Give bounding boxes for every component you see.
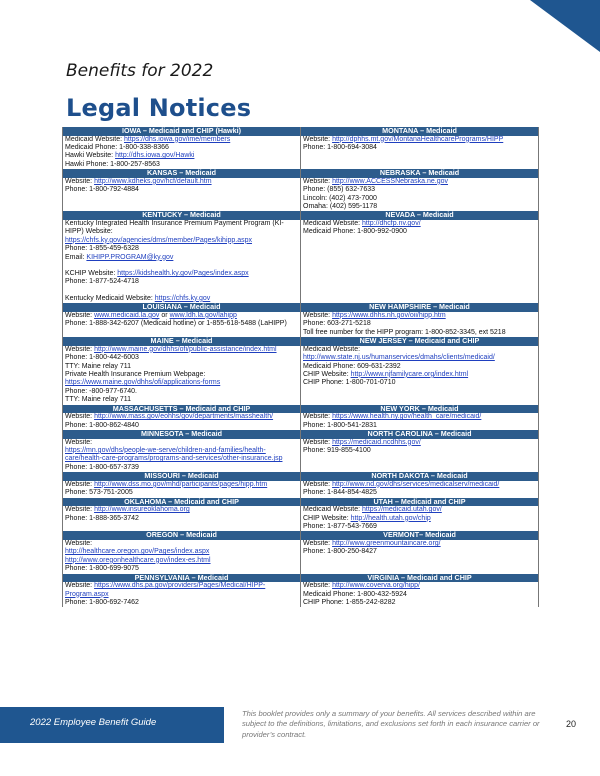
contact-text: Lincoln: (402) 473-7000 (303, 194, 377, 202)
contact-text: CHIP Phone: 1-855-242-8282 (303, 599, 396, 606)
contact-line (65, 312, 298, 320)
state-contact-cell (301, 312, 539, 337)
state-heading-row (63, 498, 539, 507)
contact-text: Phone: 1-800-442-6003 (65, 354, 139, 362)
contact-link[interactable]: http://healthcare.oregon.gov/Pages/index.aspx (65, 548, 210, 556)
contact-link[interactable]: https://mn.gov/dhs/people-we-serve/children-and-families/health-care/health-care-programs/programs-and-services/other-insurance.jsp (65, 446, 283, 463)
contact-link[interactable]: http://dhcfp.nv.gov/ (362, 220, 421, 228)
contact-text: Phone: 1-800-250-8427 (303, 548, 377, 556)
contact-line (303, 329, 536, 337)
state-heading: NORTH CAROLINA – Medicaid (301, 430, 539, 439)
contact-link[interactable]: KIHIPP.PROGRAM@ky.gov (86, 253, 174, 261)
state-heading: KENTUCKY – Medicaid (63, 211, 301, 220)
contact-link[interactable]: http://www.dss.mo.gov/mhd/participants/pages/hipp.htm (94, 480, 268, 488)
contact-line (65, 540, 298, 548)
contact-link[interactable]: http://www.greenmountaincare.org/ (332, 539, 441, 547)
contact-link[interactable]: http://www.oregonhealthcare.gov/index-es.html (65, 556, 211, 564)
state-contact-cell (301, 540, 539, 574)
contact-line (65, 295, 298, 303)
state-contact-cell (301, 136, 539, 170)
contact-text: Phone: 603-271-5218 (303, 320, 371, 328)
contact-line (303, 582, 536, 590)
contact-link[interactable]: http://health.utah.gov/chip (350, 514, 431, 522)
contact-link[interactable]: https://www.maine.gov/dhhs/ofi/applications-forms (65, 379, 221, 387)
contact-link[interactable]: http://www.ACCESSNebraska.ne.gov (332, 177, 449, 185)
contact-link[interactable]: https://chfs.ky.gov (154, 294, 211, 302)
state-contact-row (63, 346, 539, 405)
state-heading: NORTH DAKOTA – Medicaid (301, 472, 539, 481)
state-heading: NEVADA – Medicaid (301, 211, 539, 220)
contact-line (65, 464, 298, 472)
contact-text: Phone: 1-800-657-3739 (65, 463, 139, 471)
contact-text: Medicaid Website: (303, 345, 361, 353)
contact-text: Toll free number for the HIPP program: 1-800-852-3345, ext 5218 (303, 328, 506, 336)
contact-text: Medicaid Phone: 609-631-2392 (303, 362, 401, 370)
contact-line (65, 144, 298, 152)
contact-line (303, 144, 536, 152)
contact-link[interactable]: https://www.health.ny.gov/health_care/medicaid/ (332, 413, 482, 421)
state-heading: OREGON – Medicaid (63, 531, 301, 540)
state-contact-cell (63, 481, 301, 498)
state-contact-row (63, 220, 539, 303)
contact-line (303, 312, 536, 320)
contact-link[interactable]: http://www.maine.gov/dhhs/ofi/public-assistance/index.html (94, 345, 277, 353)
page-subtitle: Benefits for 2022 (66, 61, 214, 81)
corner-accent (510, 0, 600, 52)
contact-line (303, 422, 536, 430)
contact-line (303, 523, 536, 531)
state-contact-cell (63, 136, 301, 170)
contact-line (65, 320, 298, 328)
contact-label: Kentucky Medicaid Website: (65, 294, 155, 302)
state-heading: MINNESOTA – Medicaid (63, 430, 301, 439)
contact-label: Medicaid Website: (65, 135, 125, 143)
contact-line (65, 270, 298, 278)
state-contact-cell (301, 481, 539, 498)
state-heading: PENNSYLVANIA – Medicaid (63, 574, 301, 583)
contact-text: Phone: 1-800-694-3084 (303, 144, 377, 151)
state-heading-row (63, 303, 539, 312)
contact-text: Hawki Phone: 1-800-257-8563 (65, 160, 160, 168)
contact-label: KCHIP Website: (65, 270, 118, 278)
state-contact-row (63, 481, 539, 498)
contact-label: Email: (65, 253, 87, 261)
state-heading-row (63, 211, 539, 220)
state-contact-cell (63, 346, 301, 405)
state-heading: LOUISIANA – Medicaid (63, 303, 301, 312)
contact-text: Phone: 1-844-854-4825 (303, 489, 377, 497)
contact-line (65, 354, 298, 362)
contact-line (303, 220, 536, 228)
contact-line (303, 481, 536, 489)
contact-line (303, 413, 536, 421)
contact-line (303, 178, 536, 186)
contact-label: Website: (303, 135, 333, 143)
state-contact-cell (63, 312, 301, 337)
contact-line (303, 320, 536, 328)
contact-label: Website: (303, 177, 333, 185)
contact-line (303, 515, 536, 523)
contact-label: Website: (65, 506, 95, 514)
footer-guide-title: 2022 Employee Benefit Guide (30, 717, 157, 728)
state-heading-row (63, 472, 539, 481)
contact-link[interactable]: http://www.insureoklahoma.org (94, 506, 190, 514)
contact-label: Website: (303, 438, 333, 446)
contact-label: Website: (65, 177, 95, 185)
contact-text: Phone: 1-800-862-4840 (65, 421, 139, 429)
contact-line (65, 254, 298, 262)
state-heading: IOWA – Medicaid and CHIP (Hawki) (63, 127, 301, 136)
contact-line (65, 379, 298, 387)
contact-text: Phone: 1-800-699-9075 (65, 565, 139, 573)
contact-label: Website: (303, 413, 333, 421)
contact-line (303, 354, 536, 362)
contact-link[interactable]: http://www.mass.gov/eohhs/gov/departments/masshealth/ (94, 413, 274, 421)
contact-line (65, 422, 298, 430)
state-contact-cell (63, 582, 301, 607)
footer-disclaimer: This booklet provides only a summary of your benefits. All services described within are subject to the definitions, limitations, and exclusions set forth in each insurance carrier or provider’s contract. (242, 709, 540, 739)
contact-label: Website: (65, 480, 95, 488)
contact-label: Hawki Website: (65, 152, 116, 160)
contact-label: Website: (303, 311, 333, 319)
contact-text: Kentucky Integrated Health Insurance Premium Payment Program (KI-HIPP) Website: (65, 220, 284, 236)
state-contact-row (63, 312, 539, 337)
legal-notices-table (62, 127, 539, 607)
state-heading: MISSOURI – Medicaid (63, 472, 301, 481)
state-contact-cell (63, 178, 301, 212)
state-heading: NEBRASKA – Medicaid (301, 169, 539, 178)
contact-text: Phone: 1-888-365-3742 (65, 514, 139, 522)
contact-line (65, 136, 298, 144)
contact-link[interactable]: https://dhs.iowa.gov/ime/members (124, 135, 231, 143)
state-contact-row (63, 136, 539, 170)
state-contact-cell (301, 346, 539, 405)
contact-line (65, 220, 298, 237)
state-contact-row (63, 413, 539, 430)
contact-label: Medicaid Website: (303, 220, 363, 228)
contact-line (303, 489, 536, 497)
contact-line (65, 186, 298, 194)
state-heading: MAINE – Medicaid (63, 337, 301, 346)
contact-link[interactable]: http://www.nd.gov/dhs/services/medicalserv/medicaid/ (332, 480, 500, 488)
state-heading-row (63, 337, 539, 346)
contact-text: Phone: 573-751-2005 (65, 489, 133, 497)
contact-line (65, 278, 298, 286)
contact-label: Website: (65, 345, 95, 353)
state-heading-row (63, 574, 539, 583)
contact-line (65, 178, 298, 186)
contact-text: TTY: Maine relay 711 (65, 396, 132, 404)
contact-link[interactable]: http://www.kdheks.gov/hcf/default.htm (94, 177, 212, 185)
contact-link[interactable]: https://kidshealth.ky.gov/Pages/index.aspx (117, 270, 249, 278)
contact-link[interactable]: http://dhs.iowa.gov/Hawki (115, 152, 195, 160)
contact-link[interactable]: https://www.dhhs.nh.gov/oii/hipp.htm (332, 311, 446, 319)
contact-line (65, 152, 298, 160)
contact-line (303, 439, 536, 447)
contact-line (65, 506, 298, 514)
state-heading: NEW JERSEY – Medicaid and CHIP (301, 337, 539, 346)
contact-text: Medicaid Phone: 1-800-432-5924 (303, 590, 407, 598)
contact-label: Website: (65, 311, 95, 319)
contact-line (65, 346, 298, 354)
contact-line (65, 515, 298, 523)
contact-line (65, 396, 298, 404)
contact-line (65, 363, 298, 371)
contact-line (65, 413, 298, 421)
state-heading-row (63, 531, 539, 540)
contact-text: Phone: 1-877-543-7669 (303, 522, 377, 530)
contact-link[interactable]: http://www.coverva.org/hipp/ (332, 582, 420, 590)
state-heading: UTAH – Medicaid and CHIP (301, 498, 539, 507)
contact-line (303, 186, 536, 194)
state-heading: MASSACHUSETTS – Medicaid and CHIP (63, 405, 301, 414)
contact-line (303, 599, 536, 607)
state-contact-row (63, 439, 539, 473)
contact-link[interactable]: https://medicaid.utah.gov/ (362, 506, 442, 514)
contact-label: Medicaid Website: (303, 506, 363, 514)
contact-line (303, 136, 536, 144)
state-heading-row (63, 127, 539, 136)
contact-link[interactable]: http://www.njfamilycare.org/index.html (350, 370, 469, 378)
state-contact-cell (301, 178, 539, 212)
contact-label: Website: (303, 582, 333, 590)
state-heading: NEW HAMPSHIRE – Medicaid (301, 303, 539, 312)
contact-line (303, 371, 536, 379)
state-contact-row (63, 582, 539, 607)
contact-text: Medicaid Phone: 1-800-338-8366 (65, 144, 169, 151)
contact-link[interactable]: https://www.dhs.pa.gov/providers/Pages/Medical/HIPP-Program.aspx (65, 582, 266, 598)
contact-line (65, 439, 298, 447)
state-contact-cell (63, 413, 301, 430)
state-contact-cell (63, 540, 301, 574)
contact-label: Website: (65, 582, 95, 590)
contact-line (65, 582, 298, 599)
contact-text: Medicaid Phone: 1-800-992-0900 (303, 228, 407, 236)
contact-text: Phone: 1-800-541-2831 (303, 421, 377, 429)
contact-text: Phone: 919-855-4100 (303, 446, 371, 454)
contact-text: Phone: -800-977-6740. (65, 387, 137, 395)
state-contact-row (63, 540, 539, 574)
contact-line (65, 548, 298, 556)
contact-line (303, 447, 536, 455)
contact-text: TTY: Maine relay 711 (65, 362, 132, 370)
contact-link[interactable]: https://chfs.ky.gov/agencies/dms/member/Pages/kihipp.aspx (65, 236, 253, 244)
contact-line (303, 203, 536, 211)
state-heading-row (63, 405, 539, 414)
contact-line (303, 346, 536, 354)
contact-line (65, 599, 298, 607)
contact-label: CHIP Website: (303, 370, 351, 378)
contact-link[interactable]: https://medicaid.ncdhhs.gov/ (332, 438, 421, 446)
footer-band (0, 707, 224, 743)
contact-text: Phone: 1-800-792-4884 (65, 186, 139, 194)
state-contact-cell (63, 439, 301, 473)
contact-line (65, 371, 298, 379)
contact-line (65, 447, 298, 464)
contact-line (65, 489, 298, 497)
contact-line (303, 228, 536, 236)
state-contact-cell (301, 220, 539, 303)
state-heading-row (63, 169, 539, 178)
contact-link[interactable]: www.ldh.la.gov/lahipp (169, 311, 237, 319)
page-number: 20 (566, 719, 577, 729)
state-heading: VIRGINIA – Medicaid and CHIP (301, 574, 539, 583)
contact-line (303, 591, 536, 599)
state-heading: OKLAHOMA – Medicaid and CHIP (63, 498, 301, 507)
contact-line (65, 237, 298, 245)
contact-text: Phone: 1-888-342-6207 (Medicaid hotline) or 1-855-618-5488 (LaHIPP) (65, 320, 287, 328)
contact-line (303, 195, 536, 203)
spacer (65, 287, 298, 295)
contact-line (65, 481, 298, 489)
contact-link[interactable]: http://www.state.nj.us/humanservices/dmahs/clients/medicaid/ (303, 354, 495, 362)
state-contact-cell (63, 506, 301, 531)
contact-link[interactable]: http://dphhs.mt.gov/MontanaHealthcarePrograms/HIPP (332, 135, 504, 143)
state-contact-cell (301, 439, 539, 473)
contact-text: Website: (65, 539, 93, 547)
state-contact-cell (301, 582, 539, 607)
contact-label: Website: (303, 539, 333, 547)
state-contact-cell (301, 413, 539, 430)
page-title: Legal Notices (66, 94, 252, 122)
contact-line (65, 388, 298, 396)
contact-line (303, 363, 536, 371)
contact-line (65, 557, 298, 565)
contact-line (303, 379, 536, 387)
contact-text: Website: (65, 438, 93, 446)
state-contact-cell (63, 220, 301, 303)
contact-line (303, 540, 536, 548)
contact-line (65, 161, 298, 169)
state-contact-row (63, 506, 539, 531)
contact-text: Phone: (855) 632-7633 (303, 186, 375, 194)
state-contact-row (63, 178, 539, 212)
state-heading: NEW YORK – Medicaid (301, 405, 539, 414)
contact-label: Website: (65, 413, 95, 421)
state-heading: KANSAS – Medicaid (63, 169, 301, 178)
contact-line (65, 245, 298, 253)
state-heading: MONTANA – Medicaid (301, 127, 539, 136)
contact-label: CHIP Website: (303, 514, 351, 522)
spacer (65, 262, 298, 270)
state-heading: VERMONT– Medicaid (301, 531, 539, 540)
contact-text: Private Health Insurance Premium Webpage: (65, 370, 206, 378)
contact-connector: or (159, 311, 170, 319)
contact-label: Website: (303, 480, 333, 488)
contact-text: CHIP Phone: 1-800-701-0710 (303, 379, 396, 387)
contact-line (303, 506, 536, 514)
state-contact-cell (301, 506, 539, 531)
contact-text: Phone: 1-855-459-6328 (65, 245, 139, 253)
contact-text: Phone: 1-800-692-7462 (65, 599, 139, 606)
contact-text: Phone: 1-877-524-4718 (65, 278, 139, 286)
state-heading-row (63, 430, 539, 439)
contact-text: Omaha: (402) 595-1178 (303, 203, 378, 211)
contact-line (303, 548, 536, 556)
contact-line (65, 565, 298, 573)
contact-link[interactable]: www.medicaid.la.gov (94, 311, 160, 319)
